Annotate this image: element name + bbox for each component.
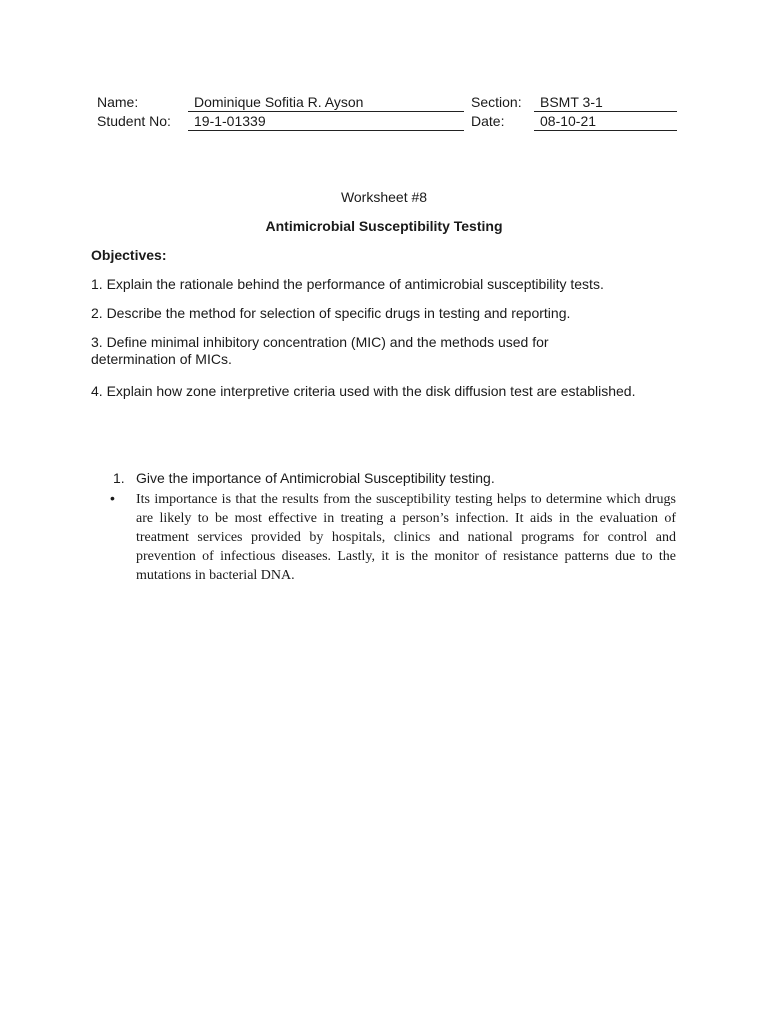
name-label: Name: — [97, 94, 139, 110]
objective-item: 3. Define minimal inhibitory concentration (MIC) and the methods used for determination of MICs. — [91, 334, 549, 367]
student-no-label: Student No: — [97, 113, 171, 129]
date-value: 08-10-21 — [534, 113, 677, 131]
objective-item: 4. Explain how zone interpretive criteria used with the disk diffusion test are established. — [91, 383, 636, 399]
bullet-icon: • — [110, 490, 115, 506]
objective-item: 1. Explain the rationale behind the performance of antimicrobial susceptibility tests. — [91, 276, 604, 292]
objectives-heading: Objectives: — [91, 247, 167, 263]
section-value: BSMT 3-1 — [534, 94, 677, 112]
question-text: Give the importance of Antimicrobial Susceptibility testing. — [136, 470, 495, 486]
question-number: 1. — [113, 470, 125, 486]
question-item — [113, 470, 495, 486]
subject-title: Antimicrobial Susceptibility Testing — [265, 218, 503, 234]
date-label: Date: — [471, 113, 505, 129]
section-label: Section: — [471, 94, 522, 110]
student-no-value: 19-1-01339 — [188, 113, 464, 131]
answer-text: Its importance is that the results from the susceptibility testing helps to determine which drugs are likely to be most effective in treating a person’s infection. It aids in the evaluation of treatment services provided by hospitals, clinics and national programs for control and prevention of infectious diseases. Lastly, it is the monitor of resistance patterns due to the mutations in bacterial DNA. — [136, 492, 676, 583]
worksheet-title: Worksheet #8 — [340, 189, 428, 205]
objective-item: 2. Describe the method for selection of specific drugs in testing and reporting. — [91, 305, 571, 321]
name-value: Dominique Sofitia R. Ayson — [188, 94, 464, 112]
